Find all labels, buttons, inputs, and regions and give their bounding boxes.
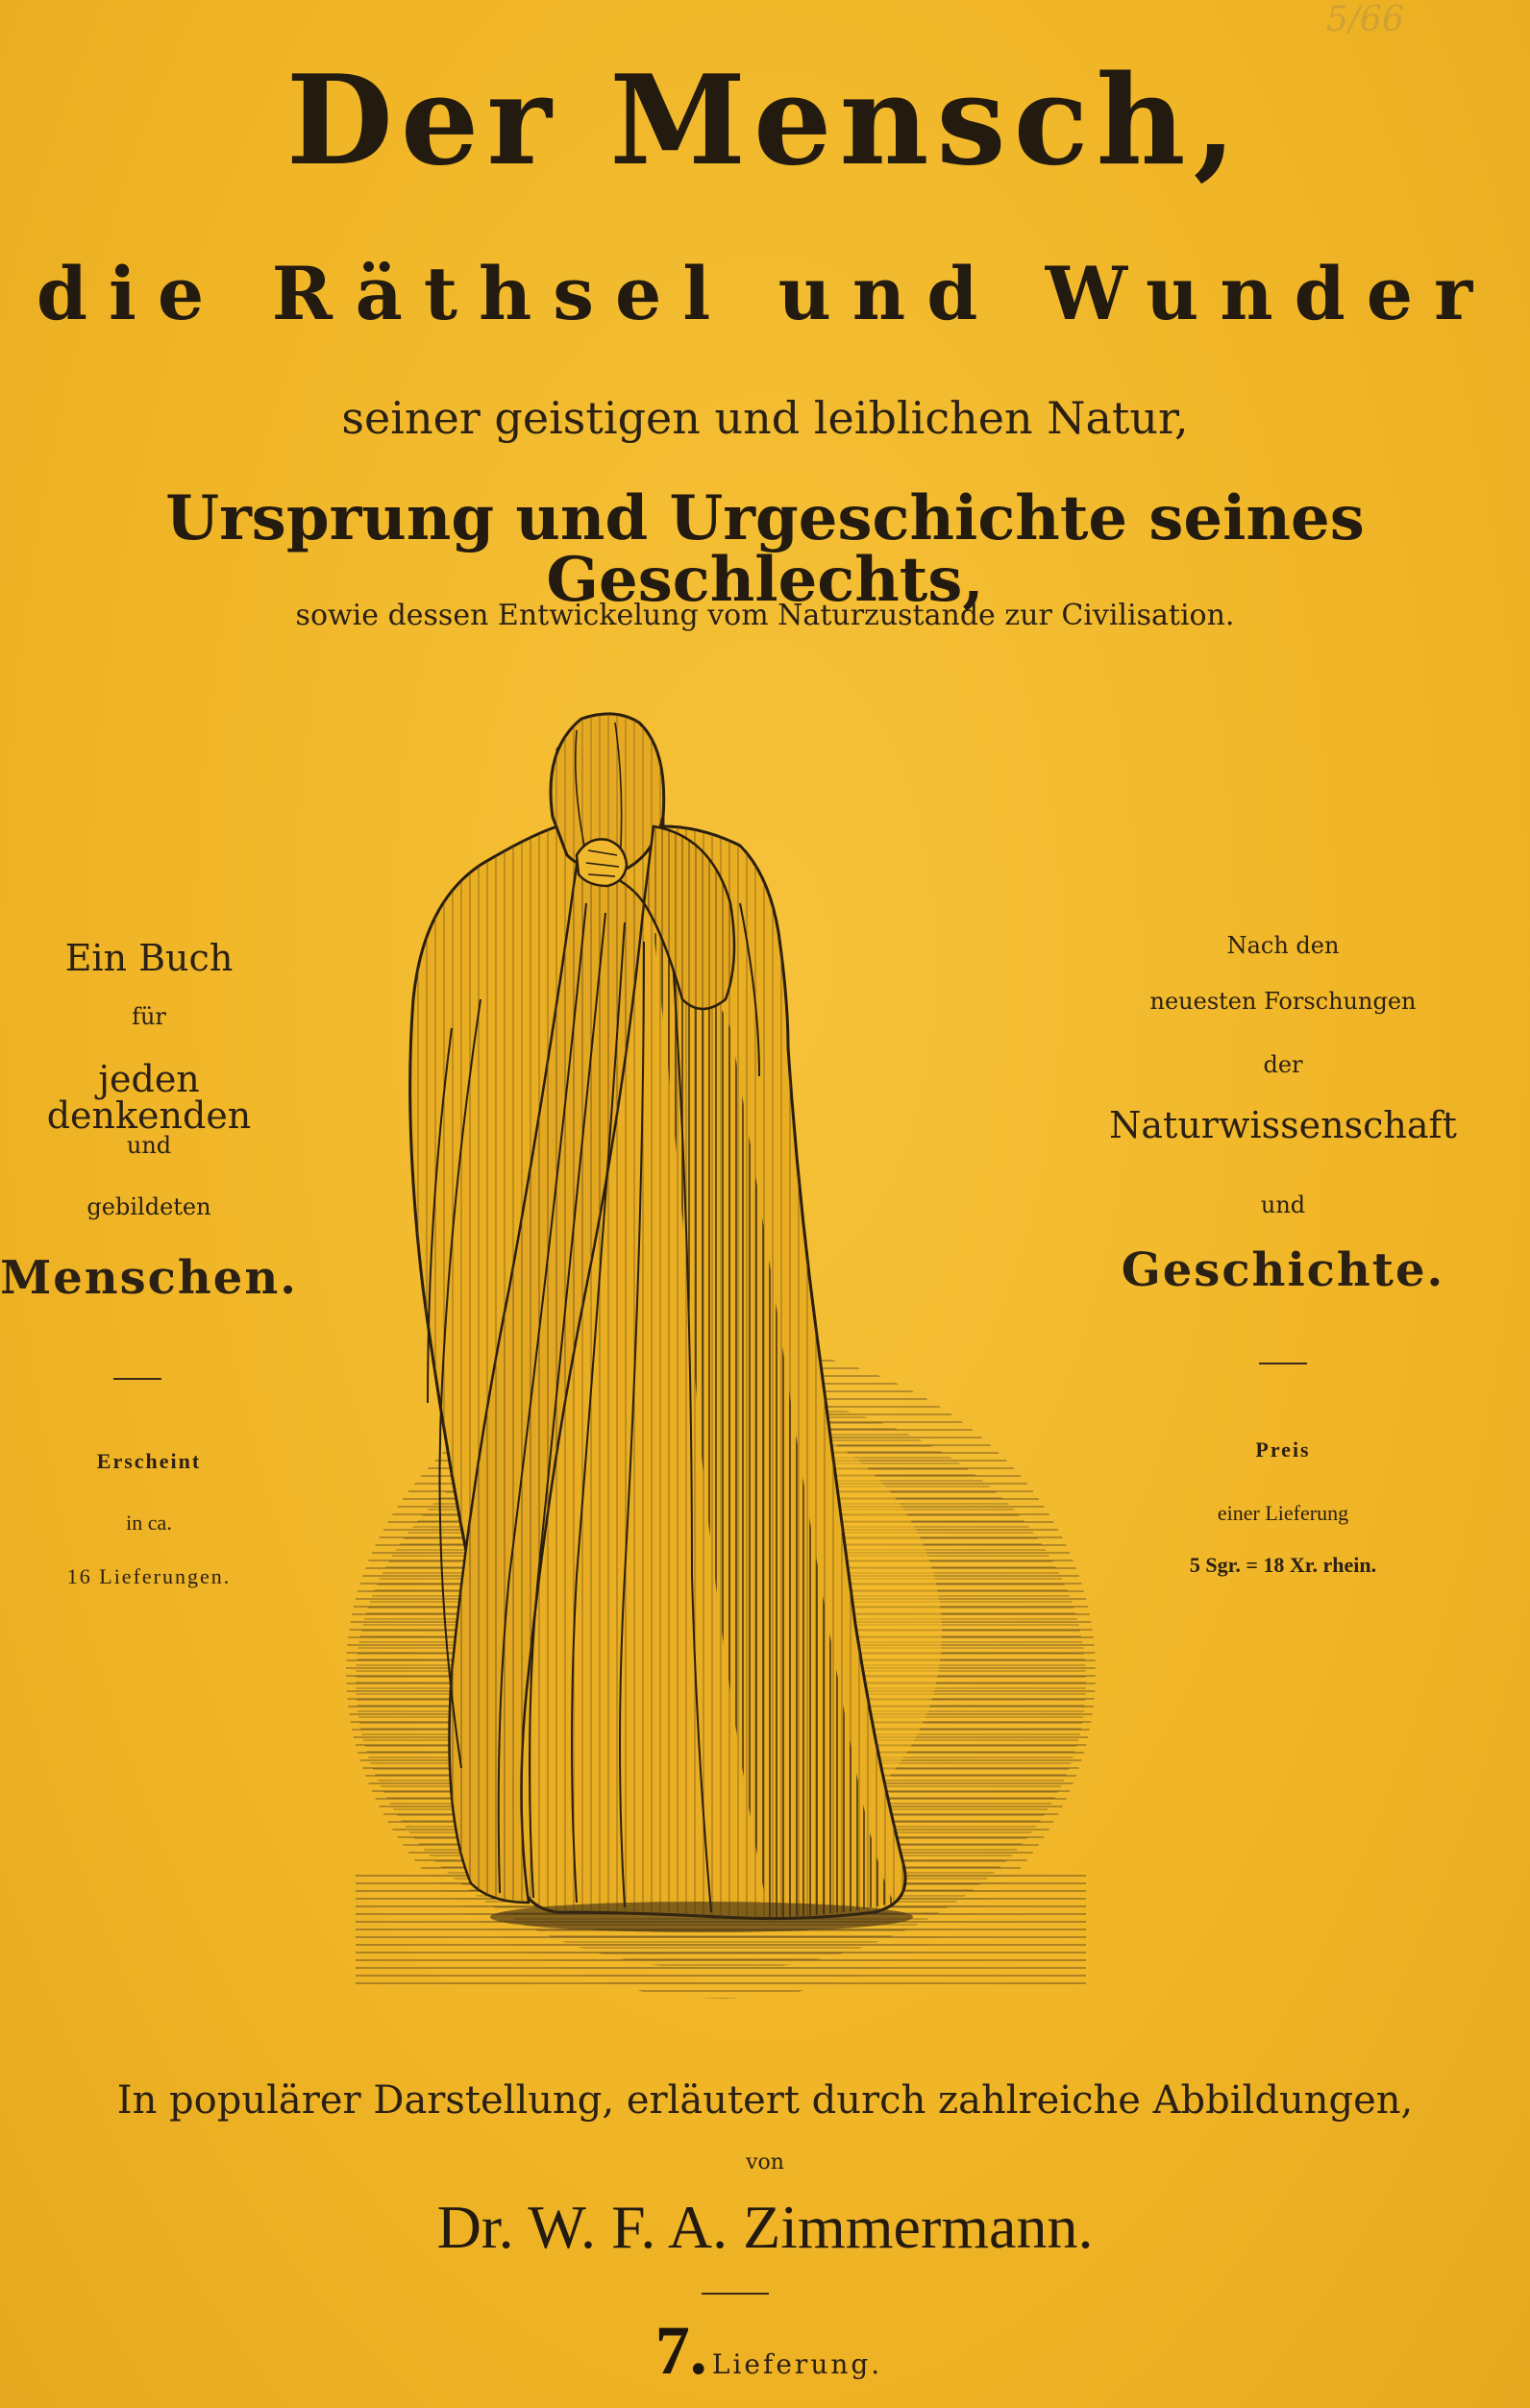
right-line-and: und bbox=[1260, 1192, 1306, 1218]
right-line-science: Naturwissenschaft bbox=[1109, 1104, 1457, 1146]
right-price-amount: 5 Sgr. = 18 Xr. rhein. bbox=[1189, 1553, 1377, 1577]
right-price-label: Preis bbox=[1255, 1437, 1311, 1462]
issue-number: 7. bbox=[654, 2312, 707, 2389]
right-line-history: Geschichte. bbox=[1121, 1243, 1445, 1297]
page-title: Der Mensch, bbox=[285, 49, 1245, 193]
issue-label: Lieferung. bbox=[711, 2348, 883, 2380]
left-notice-deliveries: 16 Lieferungen. bbox=[66, 1564, 232, 1588]
left-notice-appears: Erscheint bbox=[96, 1449, 202, 1473]
right-divider bbox=[1259, 1363, 1307, 1364]
subtitle-development: sowie dessen Entwickelung vom Naturzustande zur Civilisation. bbox=[295, 599, 1235, 632]
handwritten-mark: 5/66 bbox=[1326, 0, 1404, 39]
right-line-according: Nach den bbox=[1226, 932, 1340, 959]
bottom-divider bbox=[702, 2293, 769, 2295]
subtitle-nature: seiner geistigen und leiblichen Natur, bbox=[341, 392, 1189, 444]
by-label: von bbox=[746, 2150, 784, 2175]
right-price-per-delivery: einer Lieferung bbox=[1217, 1501, 1349, 1525]
subtitle-origin: Ursprung und Urgeschichte seines Geschlechts, bbox=[165, 482, 1365, 616]
left-line-people: Menschen. bbox=[0, 1251, 298, 1305]
left-line-and: und bbox=[126, 1132, 172, 1159]
left-line-thinking: jeden denkenden bbox=[46, 1058, 252, 1137]
left-notice-approx: in ca. bbox=[126, 1511, 172, 1535]
author-name: Dr. W. F. A. Zimmermann. bbox=[436, 2193, 1094, 2261]
veiled-figure-illustration bbox=[336, 711, 1105, 2027]
veiled-figure-engraving bbox=[336, 711, 1105, 2027]
subtitle-riddles-wonders: die Räthsel und Wunder bbox=[36, 251, 1494, 336]
right-line-research: neuesten Forschungen bbox=[1149, 988, 1417, 1015]
bottom-description: In populärer Darstellung, erläutert durch zahlreiche Abbildungen, bbox=[116, 2078, 1414, 2123]
left-line-for: für bbox=[132, 1003, 166, 1030]
left-line-book: Ein Buch bbox=[64, 937, 234, 979]
issue-line bbox=[596, 2312, 942, 2389]
left-divider bbox=[113, 1378, 161, 1380]
left-line-educated: gebildeten bbox=[86, 1193, 211, 1220]
right-line-of-the: der bbox=[1263, 1051, 1303, 1078]
